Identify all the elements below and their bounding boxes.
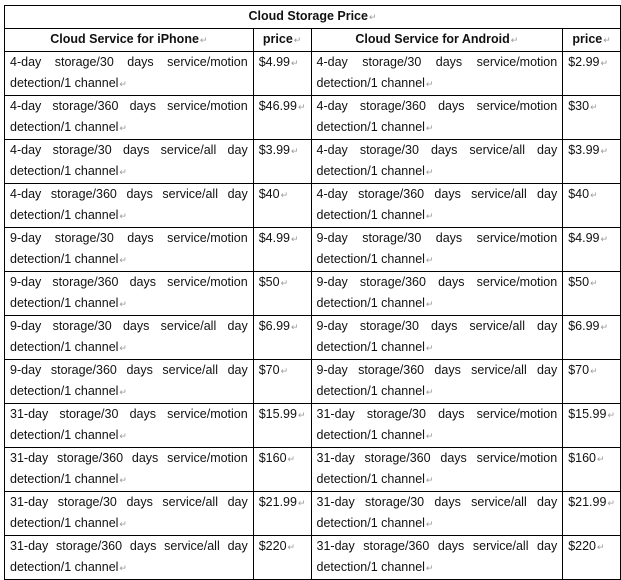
android-price-cell-text: $30 ↵ [568,99,597,113]
iphone-service-cell [5,184,254,228]
table-row [5,536,621,580]
iphone-service-cell-text: 9-day storage/360 days service/motion detection/1 channel ↵ [10,275,248,310]
android-service-cell-text: 9-day storage/360 days service/all day detection/1 channel ↵ [317,363,558,398]
android-price-cell-text: $50 ↵ [568,275,597,289]
android-service-cell [311,52,563,96]
android-service-cell-text: 31-day storage/360 days service/all day detection/1 channel ↵ [317,539,558,574]
android-price-cell-text: $40 ↵ [568,187,597,201]
iphone-price-cell-text: $46.99 ↵ [259,99,306,113]
android-service-cell-text: 4-day storage/360 days service/motion detection/1 channel ↵ [317,99,558,134]
iphone-price-cell-text: $40 ↵ [259,187,288,201]
iphone-service-cell-text: 31-day storage/360 days service/all day detection/1 channel ↵ [10,539,248,574]
iphone-service-cell-text: 4-day storage/360 days service/all day detection/1 channel ↵ [10,187,248,222]
iphone-price-cell [253,536,311,580]
iphone-price-cell-text: $160 ↵ [259,451,295,465]
table-row [5,184,621,228]
iphone-service-cell-text: 31-day storage/30 days service/all day detection/1 channel ↵ [10,495,248,530]
android-price-cell-text: $70 ↵ [568,363,597,377]
android-service-cell [311,184,563,228]
cloud-storage-price-table [4,5,621,580]
android-price-cell [563,140,621,184]
iphone-service-cell-text: 31-day storage/30 days service/motion detection/1 channel ↵ [10,407,248,442]
iphone-service-cell [5,536,254,580]
android-service-cell [311,272,563,316]
iphone-service-cell [5,316,254,360]
android-service-cell-text: 9-day storage/360 days service/motion detection/1 channel ↵ [317,275,558,310]
iphone-price-cell-text: $4.99 ↵ [259,231,299,245]
iphone-service-cell [5,360,254,404]
android-price-cell-text: $3.99 ↵ [568,143,608,157]
android-price-cell-text: $2.99 ↵ [568,55,608,69]
android-price-cell [563,96,621,140]
android-price-cell [563,536,621,580]
android-price-cell-text: $4.99 ↵ [568,231,608,245]
iphone-service-cell [5,492,254,536]
android-service-cell-text: 9-day storage/30 days service/motion detection/1 channel ↵ [317,231,558,266]
android-service-cell [311,360,563,404]
header-iphone-service: Cloud Service for iPhone ↵ [5,29,254,52]
android-price-cell [563,228,621,272]
iphone-price-cell-text: $3.99 ↵ [259,143,299,157]
android-price-cell [563,492,621,536]
android-price-cell-text: $6.99 ↵ [568,319,608,333]
table-row [5,228,621,272]
android-service-cell-text: 31-day storage/360 days service/motion detection/1 channel ↵ [317,451,558,486]
iphone-price-cell-text: $6.99 ↵ [259,319,299,333]
iphone-service-cell-text: 4-day storage/30 days service/all day detection/1 channel ↵ [10,143,248,178]
table-row [5,360,621,404]
android-service-cell-text: 4-day storage/360 days service/all day detection/1 channel ↵ [317,187,558,222]
android-price-cell [563,184,621,228]
iphone-service-cell-text: 9-day storage/30 days service/all day detection/1 channel ↵ [10,319,248,354]
android-price-cell [563,272,621,316]
android-price-cell-text: $21.99 ↵ [568,495,615,509]
android-service-cell [311,140,563,184]
iphone-price-cell-text: $70 ↵ [259,363,288,377]
android-service-cell [311,96,563,140]
table-row [5,96,621,140]
android-service-cell-text: 9-day storage/30 days service/all day detection/1 channel ↵ [317,319,558,354]
android-service-cell [311,316,563,360]
table-row [5,140,621,184]
iphone-price-cell [253,404,311,448]
iphone-service-cell-text: 9-day storage/360 days service/all day detection/1 channel ↵ [10,363,248,398]
iphone-price-cell [253,272,311,316]
iphone-service-cell [5,96,254,140]
android-price-cell-text: $15.99 ↵ [568,407,615,421]
android-service-cell-text: 4-day storage/30 days service/motion detection/1 channel ↵ [317,55,558,90]
table-row [5,492,621,536]
android-service-cell [311,448,563,492]
iphone-service-cell-text: 4-day storage/360 days service/motion detection/1 channel ↵ [10,99,248,134]
iphone-price-cell-text: $220 ↵ [259,539,295,553]
iphone-price-cell [253,140,311,184]
android-service-cell [311,404,563,448]
iphone-price-cell-text: $4.99 ↵ [259,55,299,69]
iphone-service-cell-text: 9-day storage/30 days service/motion detection/1 channel ↵ [10,231,248,266]
android-service-cell-text: 31-day storage/30 days service/motion detection/1 channel ↵ [317,407,558,442]
table-row [5,272,621,316]
table-row [5,316,621,360]
iphone-price-cell [253,184,311,228]
iphone-price-cell [253,360,311,404]
iphone-price-cell-text: $50 ↵ [259,275,288,289]
android-service-cell-text: 4-day storage/30 days service/all day detection/1 channel ↵ [317,143,558,178]
table-row [5,448,621,492]
android-price-cell-text: $220 ↵ [568,539,604,553]
iphone-service-cell [5,272,254,316]
header-android-service: Cloud Service for Android ↵ [311,29,563,52]
iphone-service-cell [5,52,254,96]
iphone-price-cell [253,96,311,140]
iphone-price-cell [253,316,311,360]
android-price-cell [563,404,621,448]
table-row [5,52,621,96]
iphone-service-cell [5,448,254,492]
iphone-service-cell [5,140,254,184]
iphone-price-cell [253,448,311,492]
android-price-cell [563,448,621,492]
iphone-service-cell [5,404,254,448]
iphone-service-cell [5,228,254,272]
android-price-cell [563,360,621,404]
android-price-cell [563,52,621,96]
android-price-cell-text: $160 ↵ [568,451,604,465]
header-android-price: price ↵ [563,29,621,52]
android-price-cell [563,316,621,360]
android-service-cell [311,536,563,580]
iphone-price-cell [253,52,311,96]
iphone-price-cell-text: $21.99 ↵ [259,495,306,509]
header-iphone-price: price ↵ [253,29,311,52]
android-service-cell [311,228,563,272]
table-title: Cloud Storage Price ↵ [5,6,621,29]
iphone-price-cell [253,228,311,272]
table-row [5,404,621,448]
iphone-service-cell-text: 4-day storage/30 days service/motion detection/1 channel ↵ [10,55,248,90]
android-service-cell-text: 31-day storage/30 days service/all day detection/1 channel ↵ [317,495,558,530]
iphone-price-cell-text: $15.99 ↵ [259,407,306,421]
android-service-cell [311,492,563,536]
iphone-price-cell [253,492,311,536]
iphone-service-cell-text: 31-day storage/360 days service/motion detection/1 channel ↵ [10,451,248,486]
